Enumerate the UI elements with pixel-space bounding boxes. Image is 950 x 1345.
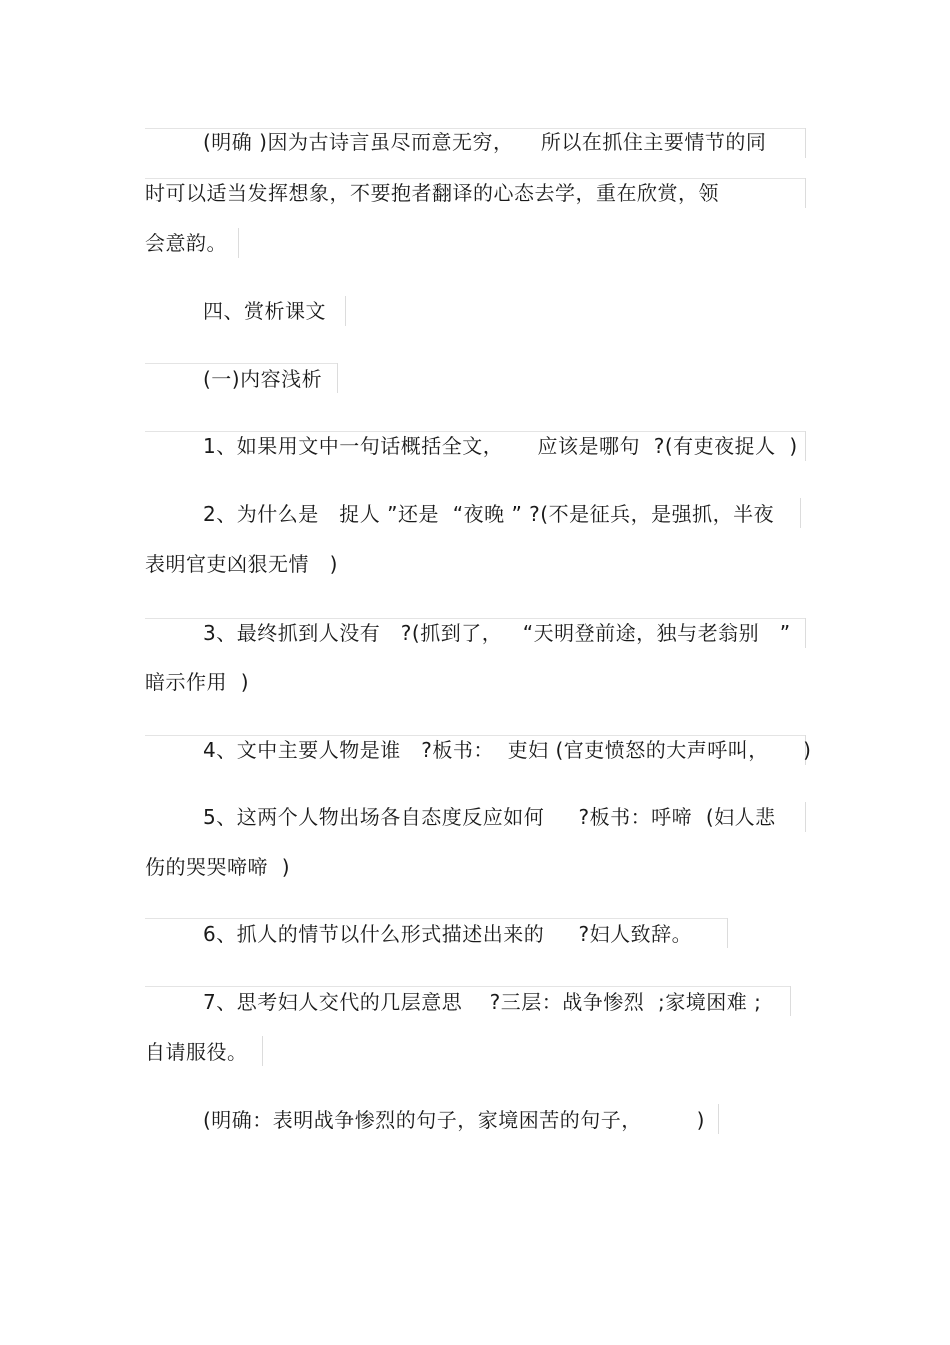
divider — [805, 128, 806, 158]
paragraph-line: (明确 )因为古诗言虽尽而意无穷， 所以在抓住主要情节的同 — [203, 130, 767, 154]
divider — [805, 618, 806, 648]
question-line: 6、抓人的情节以什么形式描述出来的 ?妇人致辞。 — [203, 922, 693, 946]
divider — [718, 1104, 719, 1134]
question-line: 暗示作用 ) — [145, 670, 250, 694]
paragraph-line: 时可以适当发挥想象，不要抱者翻译的心态去学，重在欣赏，领 — [145, 181, 719, 205]
section-heading: 四、赏析课文 — [203, 299, 326, 323]
divider — [345, 296, 346, 326]
note-line: (明确：表明战争惨烈的句子，家境困苦的句子， ) — [203, 1108, 705, 1132]
divider — [145, 918, 727, 919]
question-line: 伤的哭哭啼啼 ) — [145, 855, 291, 879]
question-line: 7、思考妇人交代的几层意思 ?三层：战争惨烈 ;家境困难 ; — [203, 990, 762, 1014]
paragraph-line: 会意韵。 — [145, 231, 227, 255]
divider — [145, 986, 790, 987]
divider — [805, 802, 806, 832]
divider — [805, 178, 806, 208]
question-line: 2、为什么是 捉人 ”还是 “夜晚 ” ?(不是征兵，是强抓，半夜 — [203, 502, 775, 526]
divider — [790, 986, 791, 1016]
question-line: 表明官吏凶狠无情 ) — [145, 552, 338, 576]
question-line: 5、这两个人物出场各自态度反应如何 ?板书：呼啼 (妇人悲 — [203, 805, 776, 829]
question-line: 自请服役。 — [145, 1040, 248, 1064]
divider — [262, 1036, 263, 1066]
question-line: 4、文中主要人物是谁 ?板书： 吏妇 (官吏愤怒的大声呼叫， ) — [203, 738, 812, 762]
divider — [337, 363, 338, 393]
question-line: 1、如果用文中一句话概括全文， 应该是哪句 ?(有吏夜捉人 ) — [203, 434, 798, 458]
question-line: 3、最终抓到人没有 ?(抓到了， “天明登前途，独与老翁别 ” — [203, 621, 791, 645]
divider — [805, 431, 806, 461]
divider — [727, 918, 728, 948]
divider — [238, 228, 239, 258]
subsection-heading: (一)内容浅析 — [203, 367, 323, 391]
divider — [145, 363, 337, 364]
divider — [800, 498, 801, 528]
